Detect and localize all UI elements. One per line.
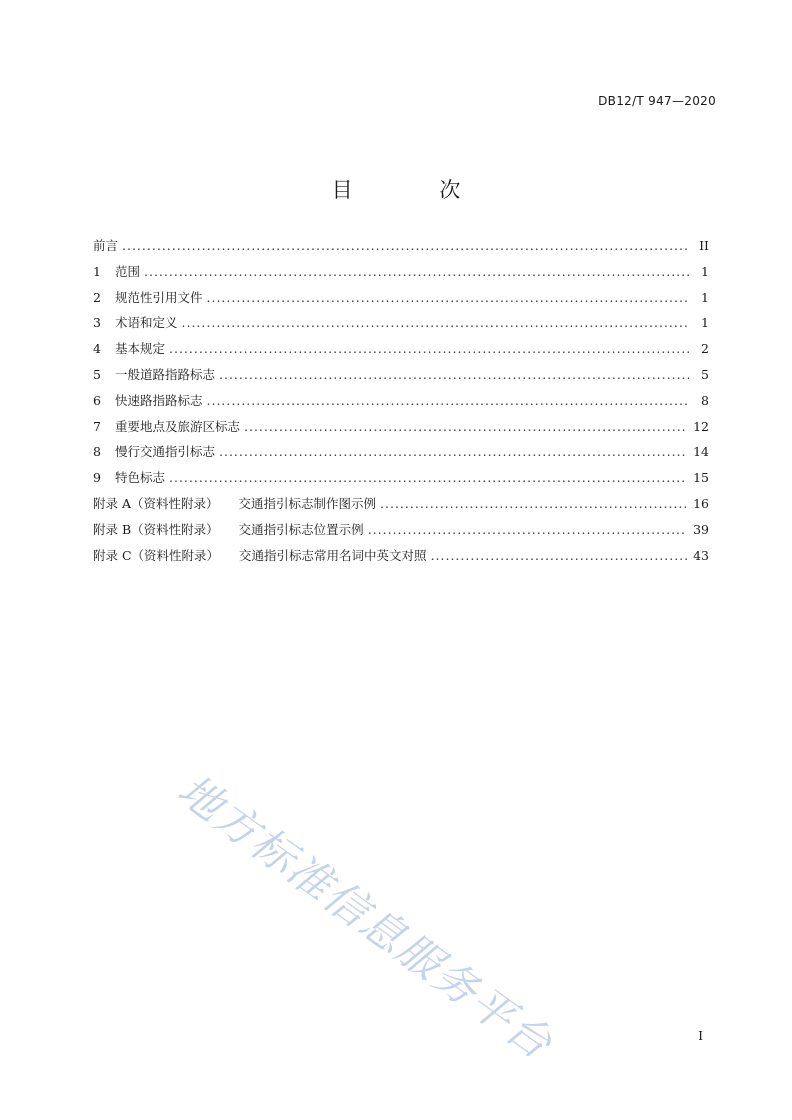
toc-entry-number: 8 bbox=[93, 444, 101, 460]
toc-leader-dots bbox=[122, 238, 689, 253]
toc-entry-8[interactable] bbox=[93, 442, 709, 468]
toc-leader-dots bbox=[144, 264, 689, 279]
toc-entry-page: 8 bbox=[701, 392, 709, 408]
toc-appendix-designation: 附录 C（资料性附录） bbox=[93, 547, 220, 563]
toc-title: 目 次 bbox=[331, 178, 501, 202]
toc-entry-number: 5 bbox=[93, 366, 101, 382]
toc-entry-label: 前言 bbox=[93, 238, 119, 253]
toc-entry-page: 1 bbox=[701, 315, 709, 331]
toc-entry-label: 交通指引标志常用名词中英文对照 bbox=[239, 547, 427, 563]
toc-entry-page: 5 bbox=[701, 366, 709, 382]
toc-entry-3[interactable] bbox=[93, 313, 709, 339]
toc-leader-dots bbox=[207, 290, 689, 305]
toc-entry-label: 基本规定 bbox=[115, 341, 166, 357]
toc-entry-6[interactable] bbox=[93, 391, 709, 417]
toc-appendix-designation: 附录 A（资料性附录） bbox=[93, 495, 219, 511]
toc-entry-label: 交通指引标志位置示例 bbox=[238, 521, 364, 537]
toc-entry-number: 7 bbox=[93, 418, 101, 434]
toc-entry-1[interactable] bbox=[93, 262, 709, 288]
toc-entry-label: 交通指引标志制作图示例 bbox=[238, 495, 377, 511]
toc-entry-page: II bbox=[699, 238, 709, 253]
toc-entry-page: 1 bbox=[701, 289, 709, 305]
toc-leader-dots bbox=[182, 315, 689, 330]
toc-leader-dots bbox=[431, 548, 688, 563]
toc-entry-2[interactable] bbox=[93, 288, 709, 314]
toc-entry-page: 2 bbox=[701, 341, 709, 357]
watermark: 地方标准信息服务平台 bbox=[168, 765, 562, 1071]
toc-entry-label: 慢行交通指引标志 bbox=[115, 444, 216, 460]
toc-entry-appendix-c[interactable] bbox=[93, 546, 709, 572]
toc-entry-appendix-b[interactable] bbox=[93, 520, 709, 546]
toc-entry-page: 1 bbox=[701, 263, 709, 279]
toc-entry-label: 快速路指路标志 bbox=[115, 392, 203, 408]
toc-leader-dots bbox=[169, 470, 687, 485]
toc-leader-dots bbox=[219, 444, 687, 459]
toc-entry-7[interactable] bbox=[93, 417, 709, 443]
toc-entry-9[interactable] bbox=[93, 468, 709, 494]
toc-entry-label: 一般道路指路标志 bbox=[115, 366, 216, 382]
toc-leader-dots bbox=[207, 393, 689, 408]
toc-leader-dots bbox=[380, 496, 687, 511]
toc-entry-number: 6 bbox=[93, 392, 101, 408]
toc-entry-4[interactable] bbox=[93, 339, 709, 365]
toc-leader-dots bbox=[368, 522, 687, 537]
toc-entry-appendix-a[interactable] bbox=[93, 494, 709, 520]
toc-entry-label: 术语和定义 bbox=[115, 315, 178, 331]
toc-leader-dots bbox=[169, 341, 689, 356]
document-code: DB12/T 947—2020 bbox=[598, 94, 716, 108]
toc-entry-number: 4 bbox=[93, 341, 101, 357]
toc-entry-label: 范围 bbox=[115, 263, 141, 279]
toc-entry-label: 重要地点及旅游区标志 bbox=[115, 418, 241, 434]
toc-entry-number: 9 bbox=[93, 470, 101, 486]
toc-leader-dots bbox=[244, 419, 687, 434]
toc-entry-page: 43 bbox=[693, 547, 709, 563]
toc-entry-page: 16 bbox=[693, 495, 709, 511]
toc-entry-label: 特色标志 bbox=[115, 470, 166, 486]
toc-entry-page: 12 bbox=[693, 418, 709, 434]
toc-entry-page: 14 bbox=[693, 444, 709, 460]
toc-entry-page: 39 bbox=[693, 521, 709, 537]
table-of-contents bbox=[93, 236, 709, 571]
toc-entry-number: 1 bbox=[93, 263, 101, 279]
page-number: I bbox=[698, 1029, 703, 1043]
toc-entry-number: 2 bbox=[93, 289, 101, 305]
toc-entry-page: 15 bbox=[693, 470, 709, 486]
toc-entry-number: 3 bbox=[93, 315, 101, 331]
toc-leader-dots bbox=[219, 367, 689, 382]
toc-entry-foreword[interactable] bbox=[93, 236, 709, 262]
toc-appendix-designation: 附录 B（资料性附录） bbox=[93, 521, 219, 537]
toc-entry-label: 规范性引用文件 bbox=[115, 289, 203, 305]
toc-entry-5[interactable] bbox=[93, 365, 709, 391]
